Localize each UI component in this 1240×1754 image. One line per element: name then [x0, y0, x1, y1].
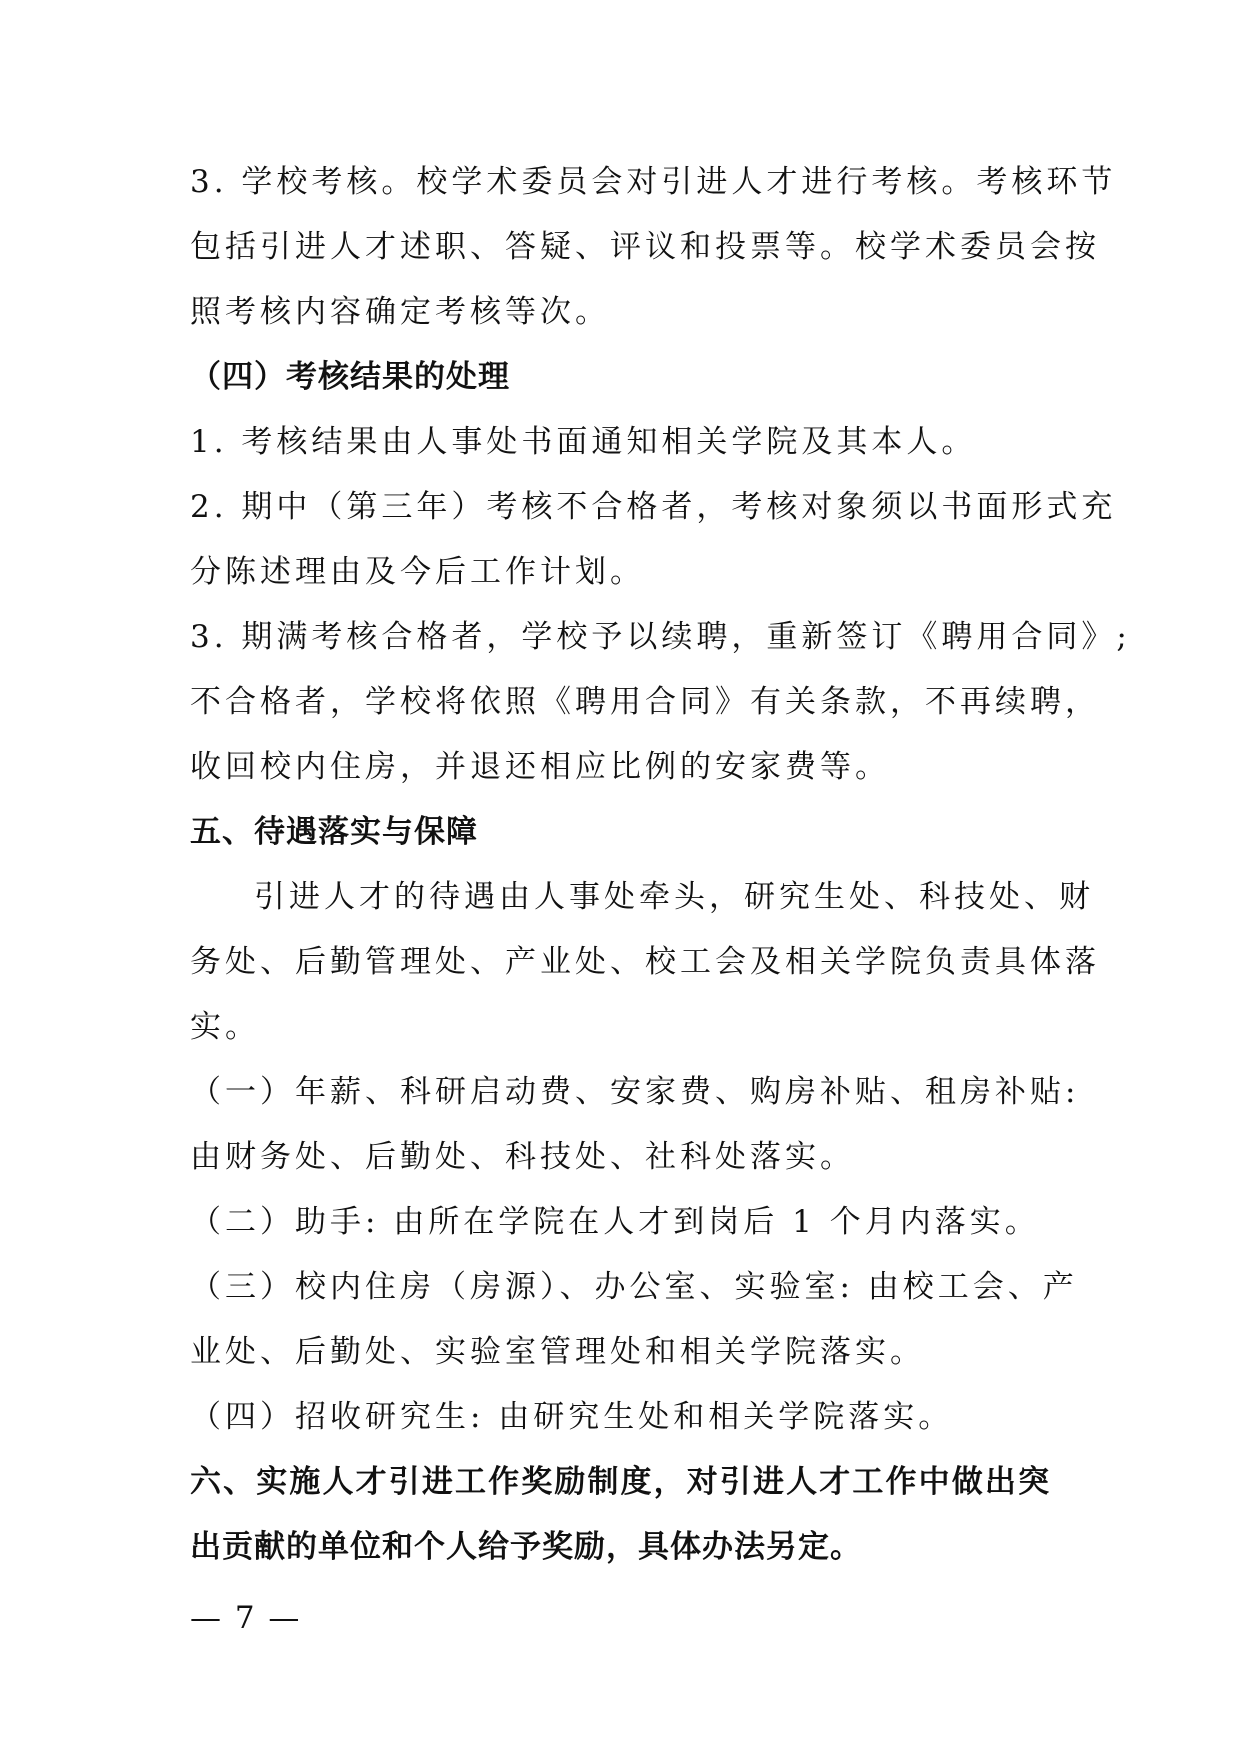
paragraph-line: 务处、后勤管理处、产业处、校工会及相关学院负责具体落	[190, 944, 1100, 980]
page-number: — 7 —	[190, 1600, 302, 1636]
list-item: 1. 考核结果由人事处书面通知相关学院及其本人。	[190, 424, 977, 460]
list-item: 3. 期满考核合格者，学校予以续聘，重新签订《聘用合同》;	[190, 619, 1131, 655]
section-heading: 六、实施人才引进工作奖励制度，对引进人才工作中做出突	[190, 1464, 1050, 1500]
list-item: （二）助手: 由所在学院在人才到岗后 1 个月内落实。	[190, 1204, 1040, 1240]
paragraph-line: 由财务处、后勤处、科技处、社科处落实。	[190, 1139, 855, 1175]
section-heading: 出贡献的单位和个人给予奖励，具体办法另定。	[190, 1529, 862, 1565]
paragraph-line: 实。	[190, 1009, 260, 1045]
document-body	[190, 150, 1131, 1580]
list-item: 2. 期中（第三年）考核不合格者，考核对象须以书面形式充	[190, 489, 1117, 525]
list-item: （三）校内住房（房源）、办公室、实验室: 由校工会、产	[190, 1269, 1078, 1305]
list-item: （四）招收研究生: 由研究生处和相关学院落实。	[190, 1399, 954, 1435]
section-heading: 五、待遇落实与保障	[190, 814, 478, 850]
paragraph-line: 不合格者，学校将依照《聘用合同》有关条款，不再续聘，	[190, 684, 1100, 720]
list-item: （一）年薪、科研启动费、安家费、购房补贴、租房补贴:	[190, 1074, 1080, 1110]
paragraph-line: 引进人才的待遇由人事处牵头，研究生处、科技处、财	[254, 879, 1094, 915]
paragraph-line: 照考核内容确定考核等次。	[190, 294, 610, 330]
subsection-heading: （四）考核结果的处理	[190, 359, 510, 395]
paragraph-line: 收回校内住房，并退还相应比例的安家费等。	[190, 749, 890, 785]
paragraph-line: 业处、后勤处、实验室管理处和相关学院落实。	[190, 1334, 925, 1370]
paragraph-line: 3. 学校考核。校学术委员会对引进人才进行考核。考核环节	[190, 164, 1117, 200]
paragraph-line: 包括引进人才述职、答疑、评议和投票等。校学术委员会按	[190, 229, 1100, 265]
paragraph-line: 分陈述理由及今后工作计划。	[190, 554, 645, 590]
